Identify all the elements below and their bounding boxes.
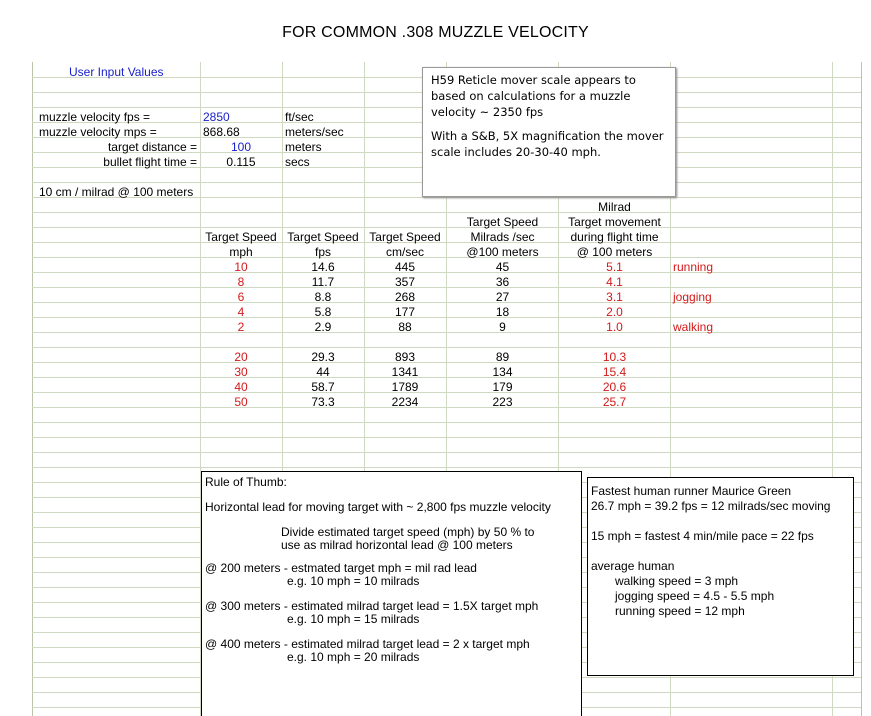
table-cell-milrads: 89 (495, 350, 510, 364)
rule-300m-example: e.g. 10 mph = 15 milrads (287, 612, 420, 626)
table-cell-movement: 25.7 (602, 395, 627, 409)
table-cell-movement: 15.4 (602, 365, 627, 379)
note-para-1: H59 Reticle mover scale appears to based on calculations for a muzzle velocity ~ 2350 fps (431, 73, 636, 119)
column-header: Target movement (568, 215, 661, 229)
column-header: Milrad (598, 200, 631, 214)
table-cell-fps: 44 (316, 365, 330, 379)
note-para-2: With a S&B, 5X magnification the mover scale includes 20-30-40 mph. (431, 129, 664, 159)
column-header (365, 215, 445, 230)
input-unit: secs (285, 155, 310, 169)
input-value[interactable]: 868.68 (203, 125, 240, 139)
rule-200m: @ 200 meters - estmated target mph = mil rad lead (205, 561, 477, 575)
rule-of-thumb-box (201, 471, 582, 716)
runner-line-1: Fastest human runner Maurice Green (591, 484, 792, 498)
table-cell-movement: 4.1 (606, 275, 623, 289)
rule-300m: @ 300 meters - estimated milrad target lead = 1.5X target mph (205, 599, 539, 613)
column-header: mph (229, 245, 253, 259)
input-value[interactable]: 2850 (203, 110, 230, 124)
table-cell-fps: 73.3 (311, 395, 335, 409)
table-cell-milrads: 179 (492, 380, 513, 394)
rule-200m-example: e.g. 10 mph = 10 milrads (287, 574, 420, 588)
table-cell-cms: 445 (394, 260, 416, 274)
column-header (365, 200, 445, 215)
table-cell-fps: 11.7 (311, 275, 335, 289)
input-label: muzzle velocity fps = (39, 110, 151, 124)
column-header (201, 200, 281, 215)
table-cell-fps: 5.8 (314, 305, 332, 319)
page-title: FOR COMMON .308 MUZZLE VELOCITY (282, 24, 589, 41)
runner-line-5: walking speed = 3 mph (615, 574, 739, 588)
table-cell-fps: 8.8 (314, 290, 332, 304)
table-cell-cms: 88 (398, 320, 412, 334)
human-runner-box (587, 477, 854, 676)
column-header (447, 200, 558, 215)
column-header: @100 meters (466, 245, 539, 259)
table-cell-cms: 893 (394, 350, 416, 364)
table-row-label: jogging (673, 290, 712, 304)
table-cell-movement: 10.3 (602, 350, 627, 364)
column-header: @ 100 meters (576, 245, 653, 259)
table-row-label: walking (673, 320, 714, 334)
table-cell-milrads: 18 (495, 305, 510, 319)
table-cell-fps: 2.9 (314, 320, 332, 334)
input-unit: meters/sec (285, 125, 344, 139)
column-header: Target Speed (466, 215, 539, 229)
column-header: cm/sec (385, 245, 424, 259)
table-cell-cms: 357 (394, 275, 416, 289)
input-value[interactable]: 0.115 (226, 155, 256, 169)
column-header (283, 200, 363, 215)
runner-line-2: 26.7 mph = 39.2 fps = 12 milrads/sec moving (591, 499, 831, 513)
rule-400m: @ 400 meters - estimated milrad target lead = 2 x target mph (205, 637, 530, 651)
runner-line-7: running speed = 12 mph (615, 604, 745, 618)
table-cell-milrads: 36 (495, 275, 510, 289)
table-cell-cms: 1789 (391, 380, 419, 394)
table-cell-milrads: 134 (492, 365, 513, 379)
column-header (201, 215, 281, 230)
table-cell-mph: 40 (234, 380, 248, 394)
rule-divide-2: use as milrad horizontal lead @ 100 meters (281, 538, 513, 552)
input-unit: ft/sec (285, 110, 314, 124)
table-cell-mph: 2 (237, 320, 245, 334)
input-label: bullet flight time = (103, 155, 197, 169)
column-header: Target Speed (287, 230, 359, 244)
table-cell-cms: 268 (394, 290, 416, 304)
table-cell-movement: 5.1 (606, 260, 623, 274)
column-header (283, 215, 363, 230)
column-header: Milrads /sec (470, 230, 535, 244)
table-row-label: running (673, 260, 714, 274)
input-label: target distance = (107, 140, 197, 154)
table-cell-milrads: 27 (495, 290, 510, 304)
milrad-note: 10 cm / milrad @ 100 meters (39, 185, 194, 199)
table-cell-movement: 3.1 (606, 290, 623, 304)
rule-lead: Horizontal lead for moving target with ~ 2,800 fps muzzle velocity (205, 500, 551, 514)
reticle-note-box (422, 67, 676, 197)
runner-line-4: average human (591, 559, 675, 573)
input-label: muzzle velocity mps = (39, 125, 157, 139)
table-cell-mph: 20 (234, 350, 248, 364)
table-cell-cms: 177 (394, 305, 416, 319)
rule-divide-1: Divide estimated target speed (mph) by 50 % to (281, 525, 535, 539)
rule-heading: Rule of Thumb: (205, 475, 287, 489)
table-cell-mph: 8 (237, 275, 245, 289)
table-cell-movement: 1.0 (606, 320, 623, 334)
user-input-header: User Input Values (69, 65, 164, 79)
column-header: Target Speed (369, 230, 441, 244)
table-cell-fps: 14.6 (311, 260, 335, 274)
table-cell-milrads: 45 (495, 260, 510, 274)
table-cell-movement: 20.6 (602, 380, 627, 394)
column-header: fps (314, 245, 331, 259)
table-cell-fps: 29.3 (311, 350, 335, 364)
table-cell-cms: 1341 (391, 365, 419, 379)
column-header: Target Speed (205, 230, 277, 244)
table-cell-fps: 58.7 (311, 380, 335, 394)
input-unit: meters (285, 140, 322, 154)
table-cell-movement: 2.0 (606, 305, 623, 319)
table-cell-mph: 30 (234, 365, 248, 379)
column-header: during flight time (570, 230, 659, 244)
rule-400m-example: e.g. 10 mph = 20 milrads (287, 650, 420, 664)
table-cell-mph: 6 (237, 290, 245, 304)
table-cell-mph: 4 (237, 305, 245, 319)
runner-line-3: 15 mph = fastest 4 min/mile pace = 22 fps (591, 529, 814, 543)
table-cell-mph: 50 (234, 395, 248, 409)
table-cell-mph: 10 (234, 260, 248, 274)
runner-line-6: jogging speed = 4.5 - 5.5 mph (615, 589, 775, 603)
table-cell-milrads: 223 (492, 395, 513, 409)
table-cell-cms: 2234 (391, 395, 419, 409)
input-value[interactable]: 100 (230, 140, 252, 154)
table-cell-milrads: 9 (499, 320, 506, 334)
